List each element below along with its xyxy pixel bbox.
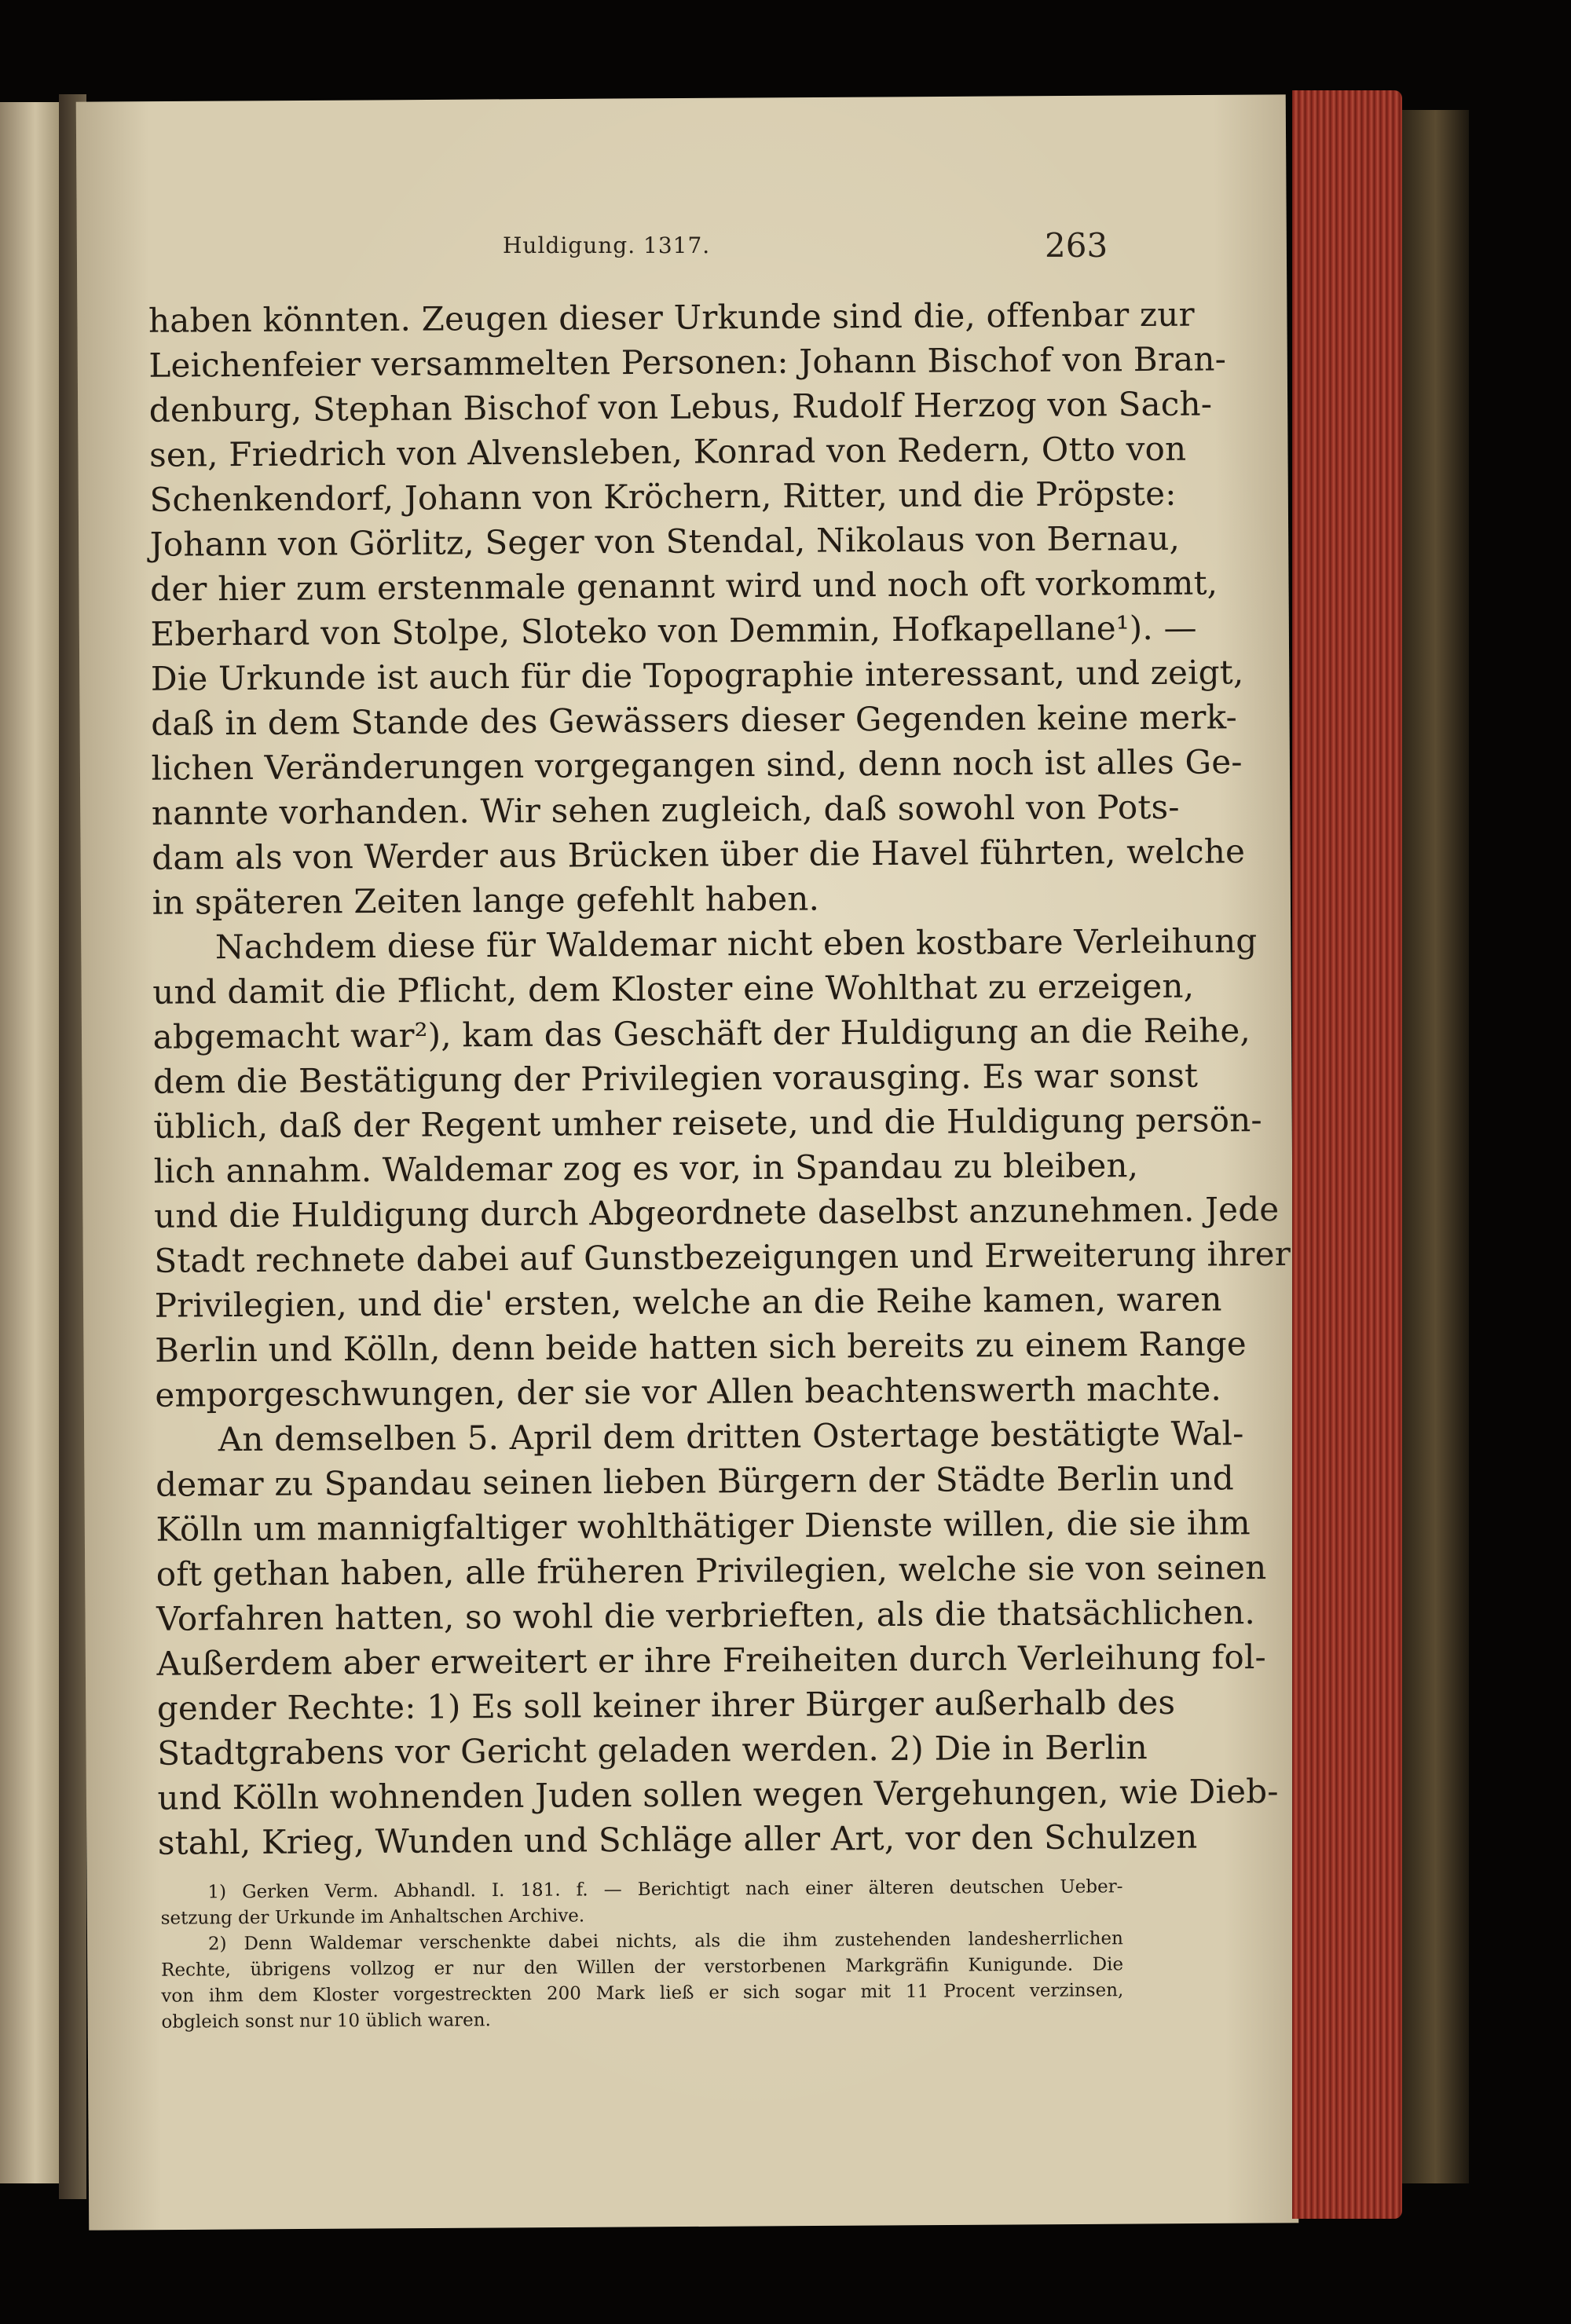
footnote-line: 2) Denn Waldemar verschenkte dabei nichts, als die ihm zustehenden landesherrlichen	[207, 1928, 1123, 1955]
text-line: Stadtgrabens vor Gericht geladen werden. 2) Die in Berlin	[157, 1728, 1148, 1773]
text-line: sen, Friedrich von Alvensleben, Konrad von Redern, Otto von	[148, 429, 1187, 474]
text-line: Stadt rechnete dabei auf Gunstbezeigungen und Erweiterung ihrer	[154, 1234, 1291, 1280]
text-line: gender Rechte: 1) Es soll keiner ihrer Bürger außerhalb des	[156, 1682, 1176, 1728]
footnote-line: setzung der Urkunde im Anhaltschen Archive.	[160, 1905, 585, 1929]
book-binding	[1402, 110, 1469, 2183]
text-line: und damit die Pflicht, dem Kloster eine Wohlthat zu erzeigen,	[152, 966, 1195, 1012]
text-line: Leichenfeier versammelten Personen: Johann Bischof von Bran-	[148, 339, 1227, 385]
text-line: üblich, daß der Regent umher reisete, und die Huldigung persön-	[153, 1100, 1262, 1146]
text-line: lich annahm. Waldemar zog es vor, in Spandau zu bleiben,	[153, 1146, 1139, 1191]
text-line: in späteren Zeiten lange gefehlt haben.	[152, 879, 820, 922]
footnotes	[160, 1874, 1123, 2035]
text-line: Kölln um mannigfaltiger wohlthätiger Dienste willen, die sie ihm	[156, 1503, 1251, 1549]
left-page-edge	[0, 102, 59, 2183]
text-line: Berlin und Kölln, denn beide hatten sich bereits zu einem Range	[154, 1324, 1247, 1370]
red-page-edges	[1292, 90, 1402, 2219]
text-line: Vorfahren hatten, so wohl die verbrieften, als die thatsächlichen.	[156, 1593, 1256, 1638]
text-line: dem die Bestätigung der Privilegien vorausging. Es war sonst	[152, 1056, 1199, 1101]
footnote-line: obgleich sonst nur 10 üblich waren.	[161, 2010, 491, 2033]
text-line: lichen Veränderungen vorgegangen sind, denn noch ist alles Ge-	[151, 742, 1243, 788]
footnote-line: von ihm dem Kloster vorgestreckten 200 Mark ließ er sich sogar mit 11 Procent verzinsen,	[161, 1980, 1124, 2007]
text-line: Schenkendorf, Johann von Kröchern, Ritter, und die Pröpste:	[149, 474, 1177, 519]
text-line: Die Urkunde ist auch für die Topographie interessant, und zeigt,	[150, 653, 1244, 698]
text-line: demar zu Spandau seinen lieben Bürgern der Städte Berlin und	[155, 1458, 1235, 1504]
text-line: dam als von Werder aus Brücken über die Havel führten, welche	[152, 832, 1246, 877]
text-line: Johann von Görlitz, Seger von Stendal, Nikolaus von Bernau,	[149, 518, 1181, 564]
body-text	[148, 292, 1291, 1865]
footnote-line: Rechte, übrigens vollzog er nur den Willen der verstorbenen Markgräfin Kunigunde. Die	[161, 1954, 1124, 1981]
text-line: emporgeschwungen, der sie vor Allen beachtenswerth machte.	[155, 1369, 1222, 1415]
text-line: nannte vorhanden. Wir sehen zugleich, daß sowohl von Pots-	[151, 787, 1180, 833]
text-line: daß in dem Stande des Gewässers dieser Gegenden keine merk-	[151, 697, 1238, 743]
text-line: Nachdem diese für Waldemar nicht eben kostbare Verleihung	[214, 921, 1258, 967]
footnote-line: 1) Gerken Verm. Abhandl. I. 181. f. — Berichtigt nach einer älteren deutschen Ueber-	[207, 1876, 1123, 1903]
text-line: Außerdem aber erweitert er ihre Freiheiten durch Verleihung fol-	[156, 1638, 1267, 1683]
text-line: der hier zum erstenmale genannt wird und noch oft vorkommt,	[150, 563, 1218, 609]
text-line: An demselben 5. April dem dritten Ostertage bestätigte Wal-	[218, 1414, 1244, 1459]
text-line: Privilegien, und die' ersten, welche an die Reihe kamen, waren	[154, 1279, 1222, 1325]
text-line: denburg, Stephan Bischof von Lebus, Rudolf Herzog von Sach-	[148, 384, 1213, 430]
text-line: stahl, Krieg, Wunden und Schläge aller Art, vor den Schulzen	[157, 1817, 1198, 1862]
text-line: abgemacht war²), kam das Geschäft der Huldigung an die Reihe,	[152, 1011, 1251, 1056]
text-line: haben könnten. Zeugen dieser Urkunde sind die, offenbar zur	[148, 295, 1195, 340]
text-line: Eberhard von Stolpe, Sloteko von Demmin, Hofkapellane¹). —	[150, 608, 1197, 653]
text-line: und Kölln wohnenden Juden sollen wegen Vergehungen, wie Dieb-	[157, 1772, 1279, 1817]
running-title: Huldigung. 1317.	[503, 232, 711, 258]
text-line: oft gethan haben, alle früheren Privilegien, welche sie von seinen	[156, 1548, 1267, 1594]
text-line: und die Huldigung durch Abgeordnete daselbst anzunehmen. Jede	[153, 1189, 1280, 1235]
page-number: 263	[1045, 226, 1108, 265]
